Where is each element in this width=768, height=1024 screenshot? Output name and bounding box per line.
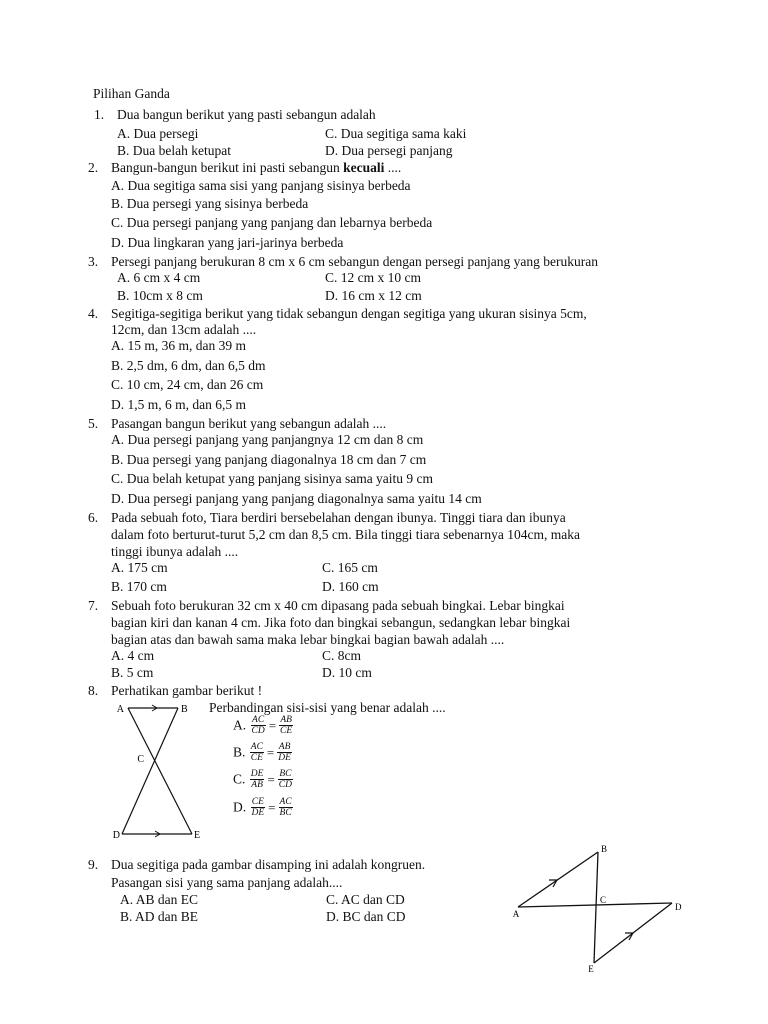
q8-option-c-left-den: AB xyxy=(251,780,263,790)
q9-segment-ab xyxy=(518,852,598,907)
q6-option-c: C. 165 cm xyxy=(322,560,378,575)
q8-option-b xyxy=(233,742,293,763)
q8-option-c-right-num: BC xyxy=(279,769,292,779)
q9-option-d: D. BC dan CD xyxy=(326,909,406,924)
q7-option-d: D. 10 cm xyxy=(322,665,372,680)
q8-option-a-left-den: CD xyxy=(251,726,265,736)
q3-option-a: A. 6 cm x 4 cm xyxy=(117,270,201,285)
q6-text-line3: tinggi ibunya adalah .... xyxy=(111,544,239,559)
q4-option-c: C. 10 cm, 24 cm, dan 26 cm xyxy=(111,377,264,392)
q8-option-b-left-den: CE xyxy=(250,753,263,763)
q8-option-c-right-den: CD xyxy=(278,780,292,790)
q8-option-b-right-fraction xyxy=(277,742,292,763)
q8-label-e: E xyxy=(194,830,201,841)
q8-option-b-equals: = xyxy=(266,744,275,760)
q1-option-c: C. Dua segitiga sama kaki xyxy=(325,126,467,141)
q8-option-d-left-den: DE xyxy=(251,808,265,818)
q4-text-line1: Segitiga-segitiga berikut yang tidak sebangun dengan segitiga yang ukuran sisinya 5cm, xyxy=(111,306,587,321)
q9-label-c: C xyxy=(600,895,607,905)
q9-option-c: C. AC dan CD xyxy=(326,892,405,907)
q6-option-d: D. 160 cm xyxy=(322,579,379,594)
q8-option-c-equals: = xyxy=(267,771,275,787)
q2-option-d: D. Dua lingkaran yang jari-jarinya berbeda xyxy=(111,235,344,250)
q9-label-d: D xyxy=(675,902,682,912)
q6-option-b: B. 170 cm xyxy=(111,579,167,594)
q4-option-a: A. 15 m, 36 m, dan 39 m xyxy=(111,338,246,353)
q7-number: 7. xyxy=(88,598,99,613)
q8-label-d: D xyxy=(112,830,120,841)
q2-text-end: .... xyxy=(384,160,402,175)
q8-option-c xyxy=(233,769,294,790)
q5-option-b: B. Dua persegi yang panjang diagonalnya 18 cm dan 7 cm xyxy=(111,452,427,467)
q8-segment-ae xyxy=(128,708,192,834)
q8-option-a-right-num: AB xyxy=(280,715,292,725)
q9-label-a: A xyxy=(512,909,520,919)
q7-text-line3: bagian atas dan bawah sama maka lebar bingkai bagian bawah adalah .... xyxy=(111,632,505,647)
q8-option-d-label: D. xyxy=(233,799,247,815)
q2-number: 2. xyxy=(88,160,99,175)
q7-option-b: B. 5 cm xyxy=(111,665,154,680)
q9-number: 9. xyxy=(88,857,99,872)
q8-option-d-equals: = xyxy=(268,799,276,815)
q8-option-d-left-fraction xyxy=(251,797,266,818)
q4-option-d: D. 1,5 m, 6 m, dan 6,5 m xyxy=(111,397,246,412)
q9-segment-ad xyxy=(518,903,672,907)
q5-option-a: A. Dua persegi panjang yang panjangnya 12 cm dan 8 cm xyxy=(111,432,424,447)
q7-text-line1: Sebuah foto berukuran 32 cm x 40 cm dipasang pada sebuah bingkai. Lebar bingkai xyxy=(111,598,565,613)
q8-prompt: Perbandingan sisi-sisi yang benar adalah .... xyxy=(209,700,446,715)
q6-text-line1: Pada sebuah foto, Tiara berdiri bersebelahan dengan ibunya. Tinggi tiara dan ibunya xyxy=(111,510,566,525)
q2-text-main: Bangun-bangun berikut ini pasti sebangun xyxy=(111,160,344,175)
q1-text: Dua bangun berikut yang pasti sebangun adalah xyxy=(117,107,376,122)
q2-option-a: A. Dua segitiga sama sisi yang panjang sisinya berbeda xyxy=(111,178,411,193)
q8-segment-bd xyxy=(122,708,178,834)
q8-option-a-equals: = xyxy=(268,717,277,733)
q8-option-b-left-num: AC xyxy=(250,742,263,752)
q8-option-a xyxy=(233,715,294,736)
q9-segment-be xyxy=(594,852,598,963)
q8-option-c-left-fraction xyxy=(250,769,265,790)
q6-text-line2: dalam foto berturut-turut 5,2 cm dan 8,5 cm. Bila tinggi tiara sebenarnya 104cm, maka xyxy=(111,527,580,542)
q8-option-c-left-num: DE xyxy=(250,769,264,779)
q8-option-b-right-num: AB xyxy=(278,742,291,752)
q3-option-b: B. 10cm x 8 cm xyxy=(117,288,203,303)
q2-text-bold: kecuali xyxy=(343,160,385,175)
q8-option-c-right-fraction xyxy=(278,769,293,790)
q7-option-a: A. 4 cm xyxy=(111,648,155,663)
q9-text-line2: Pasangan sisi yang sama panjang adalah.... xyxy=(111,875,343,890)
q5-option-c: C. Dua belah ketupat yang panjang sisinya sama yaitu 9 cm xyxy=(111,471,434,486)
q9-label-b: B xyxy=(601,845,608,854)
q8-number: 8. xyxy=(88,683,99,698)
q8-option-d xyxy=(233,797,294,818)
q9-option-a: A. AB dan EC xyxy=(120,892,199,907)
q4-option-b: B. 2,5 dm, 6 dm, dan 6,5 dm xyxy=(111,358,266,373)
q8-option-b-left-fraction xyxy=(250,742,264,763)
q9-label-e: E xyxy=(588,964,594,974)
q8-option-d-right-num: AC xyxy=(279,797,292,807)
q1-option-d: D. Dua persegi panjang xyxy=(325,143,453,158)
q2-text xyxy=(111,160,401,176)
q3-text: Persegi panjang berukuran 8 cm x 6 cm sebangun dengan persegi panjang yang berukuran xyxy=(111,254,598,269)
q3-option-d: D. 16 cm x 12 cm xyxy=(325,288,422,303)
q3-number: 3. xyxy=(88,254,99,269)
q7-text-line2: bagian kiri dan kanan 4 cm. Jika foto dan bingkai sebangun, sedangkan lebar bingkai xyxy=(111,615,571,630)
q8-option-a-left-fraction xyxy=(251,715,266,736)
q2-option-b: B. Dua persegi yang sisinya berbeda xyxy=(111,196,309,211)
q8-label-c: C xyxy=(137,754,144,765)
q8-text: Perhatikan gambar berikut ! xyxy=(111,683,263,698)
q8-option-a-right-fraction xyxy=(279,715,293,736)
q8-label-a: A xyxy=(116,704,124,715)
q8-label-b: B xyxy=(181,704,188,715)
q5-number: 5. xyxy=(88,416,99,431)
section-heading: Pilihan Ganda xyxy=(93,86,170,101)
q4-number: 4. xyxy=(88,306,99,321)
q6-number: 6. xyxy=(88,510,99,525)
q1-option-a: A. Dua persegi xyxy=(117,126,199,141)
q2-option-c: C. Dua persegi panjang yang panjang dan lebarnya berbeda xyxy=(111,215,433,230)
q5-text: Pasangan bangun berikut yang sebangun adalah .... xyxy=(111,416,387,431)
q8-option-d-right-fraction xyxy=(279,797,293,818)
q7-option-c: C. 8cm xyxy=(322,648,361,663)
q9-text-line1: Dua segitiga pada gambar disamping ini adalah kongruen. xyxy=(111,857,426,872)
q8-option-b-right-den: DE xyxy=(278,753,291,763)
q8-option-d-right-den: BC xyxy=(279,808,292,818)
q9-option-b: B. AD dan BE xyxy=(120,909,199,924)
q8-option-b-label: B. xyxy=(233,744,246,760)
q3-option-c: C. 12 cm x 10 cm xyxy=(325,270,421,285)
q8-option-d-left-num: CE xyxy=(251,797,264,807)
q8-option-a-label: A. xyxy=(233,717,247,733)
q8-option-c-label: C. xyxy=(233,771,246,787)
q8-option-a-left-num: AC xyxy=(252,715,265,725)
q4-text-line2: 12cm, dan 13cm adalah .... xyxy=(111,322,257,337)
q8-figure xyxy=(108,700,208,842)
q1-number: 1. xyxy=(94,107,105,122)
q8-option-a-right-den: CE xyxy=(280,726,293,736)
q5-option-d: D. Dua persegi panjang yang panjang diagonalnya sama yaitu 14 cm xyxy=(111,491,482,506)
q1-option-b: B. Dua belah ketupat xyxy=(117,143,231,158)
q9-figure xyxy=(500,845,700,975)
q6-option-a: A. 175 cm xyxy=(111,560,168,575)
